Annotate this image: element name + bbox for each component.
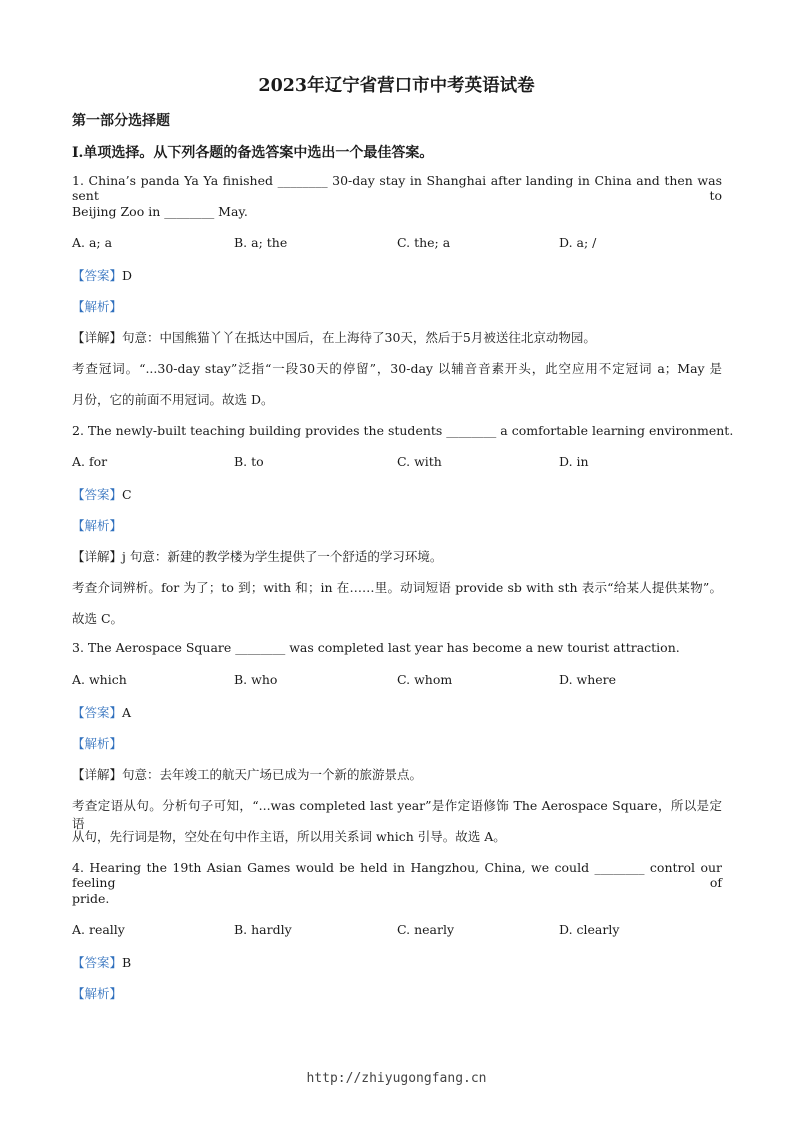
q3-option-c: C. whom xyxy=(397,672,453,687)
detail-tag: 【详解】 xyxy=(72,330,123,345)
q2-option-c: C. with xyxy=(397,454,442,469)
detail-tag: 【详解】 xyxy=(72,767,123,782)
q2-detail-text: j 句意：新建的教学楼为学生提供了一个舒适的学习环境。 xyxy=(122,549,443,564)
q3-answer xyxy=(72,703,131,721)
q3-explanation-line1: 考查定语从句。分析句子可知，“...was completed last year”是作定语修饰 The Aerospace Square，所以是定语 xyxy=(72,798,722,831)
q2-answer xyxy=(72,485,132,503)
answer-tag: 【答案】 xyxy=(72,268,123,283)
q1-option-a: A. a; a xyxy=(72,235,113,250)
analysis-tag: 【解析】 xyxy=(72,299,123,314)
answer-tag: 【答案】 xyxy=(72,705,123,720)
q1-answer xyxy=(72,266,132,284)
q2-analysis xyxy=(72,516,122,534)
q4-answer-value: B xyxy=(122,955,132,970)
q1-explanation-line2: 月份，它的前面不用冠词。故选 D。 xyxy=(72,392,274,407)
answer-tag: 【答案】 xyxy=(72,487,123,502)
q2-option-a: A. for xyxy=(72,454,108,469)
q2-answer-value: C xyxy=(122,487,132,502)
q3-option-d: D. where xyxy=(559,672,617,687)
q4-stem-line1: 4. Hearing the 19th Asian Games would be held in Hangzhou, China, we could ________ control our feeling of xyxy=(72,860,722,890)
part-heading: 第一部分选择题 xyxy=(72,113,170,129)
q4-option-d: D. clearly xyxy=(559,922,620,937)
footer-url[interactable]: http://zhiyugongfang.cn xyxy=(306,1071,487,1086)
q3-option-a: A. which xyxy=(72,672,127,687)
q3-analysis xyxy=(72,734,122,752)
q3-detail-text: 句意：去年竣工的航天广场已成为一个新的旅游景点。 xyxy=(122,767,423,782)
detail-tag: 【详解】 xyxy=(72,549,123,564)
q2-stem-line1: 2. The newly-built teaching building provides the students ________ a comfortable learning environment. xyxy=(72,423,734,438)
q4-analysis xyxy=(72,984,122,1002)
q1-detail-text: 句意：中国熊猫丫丫在抵达中国后，在上海待了30天，然后于5月被送往北京动物园。 xyxy=(122,330,596,345)
section-heading: Ⅰ.单项选择。从下列各题的备选答案中选出一个最佳答案。 xyxy=(72,145,434,161)
analysis-tag: 【解析】 xyxy=(72,986,123,1001)
analysis-tag: 【解析】 xyxy=(72,518,123,533)
q2-option-b: B. to xyxy=(234,454,264,469)
q4-stem-line2: pride. xyxy=(72,891,110,906)
q3-option-b: B. who xyxy=(234,672,278,687)
q2-explanation-line2: 故选 C。 xyxy=(72,611,124,626)
q3-stem-line1: 3. The Aerospace Square ________ was completed last year has become a new tourist attraction. xyxy=(72,640,680,655)
q1-analysis xyxy=(72,297,122,315)
q4-answer xyxy=(72,953,131,971)
q1-answer-value: D xyxy=(122,268,133,283)
q1-option-c: C. the; a xyxy=(397,235,451,250)
q4-option-a: A. really xyxy=(72,922,125,937)
q3-explanation-line2: 从句，先行词是物，空处在句中作主语，所以用关系词 which 引导。故选 A。 xyxy=(72,829,506,844)
q3-answer-value: A xyxy=(122,705,132,720)
q1-explanation-line1: 考查冠词。“...30-day stay”泛指“一段30天的停留”，30-day 以辅音音素开头，此空应用不定冠词 a；May 是 xyxy=(72,361,722,376)
q4-option-c: C. nearly xyxy=(397,922,455,937)
q2-explanation-line1: 考查介词辨析。for 为了；to 到；with 和；in 在……里。动词短语 provide sb with sth 表示“给某人提供某物”。 xyxy=(72,580,722,595)
q2-option-d: D. in xyxy=(559,454,589,469)
q1-option-b: B. a; the xyxy=(234,235,288,250)
q2-detail xyxy=(72,547,442,565)
q1-option-d: D. a; / xyxy=(559,235,597,250)
q1-stem-line2: Beijing Zoo in ________ May. xyxy=(72,204,248,219)
analysis-tag: 【解析】 xyxy=(72,736,123,751)
q4-option-b: B. hardly xyxy=(234,922,292,937)
q3-detail xyxy=(72,765,422,783)
q1-stem-line1: 1. China’s panda Ya Ya finished ________ 30-day stay in Shanghai after landing in China and then was sent to xyxy=(72,173,722,203)
answer-tag: 【答案】 xyxy=(72,955,123,970)
page-title: 2023年辽宁省营口市中考英语试卷 xyxy=(258,76,535,96)
q1-detail xyxy=(72,328,596,346)
